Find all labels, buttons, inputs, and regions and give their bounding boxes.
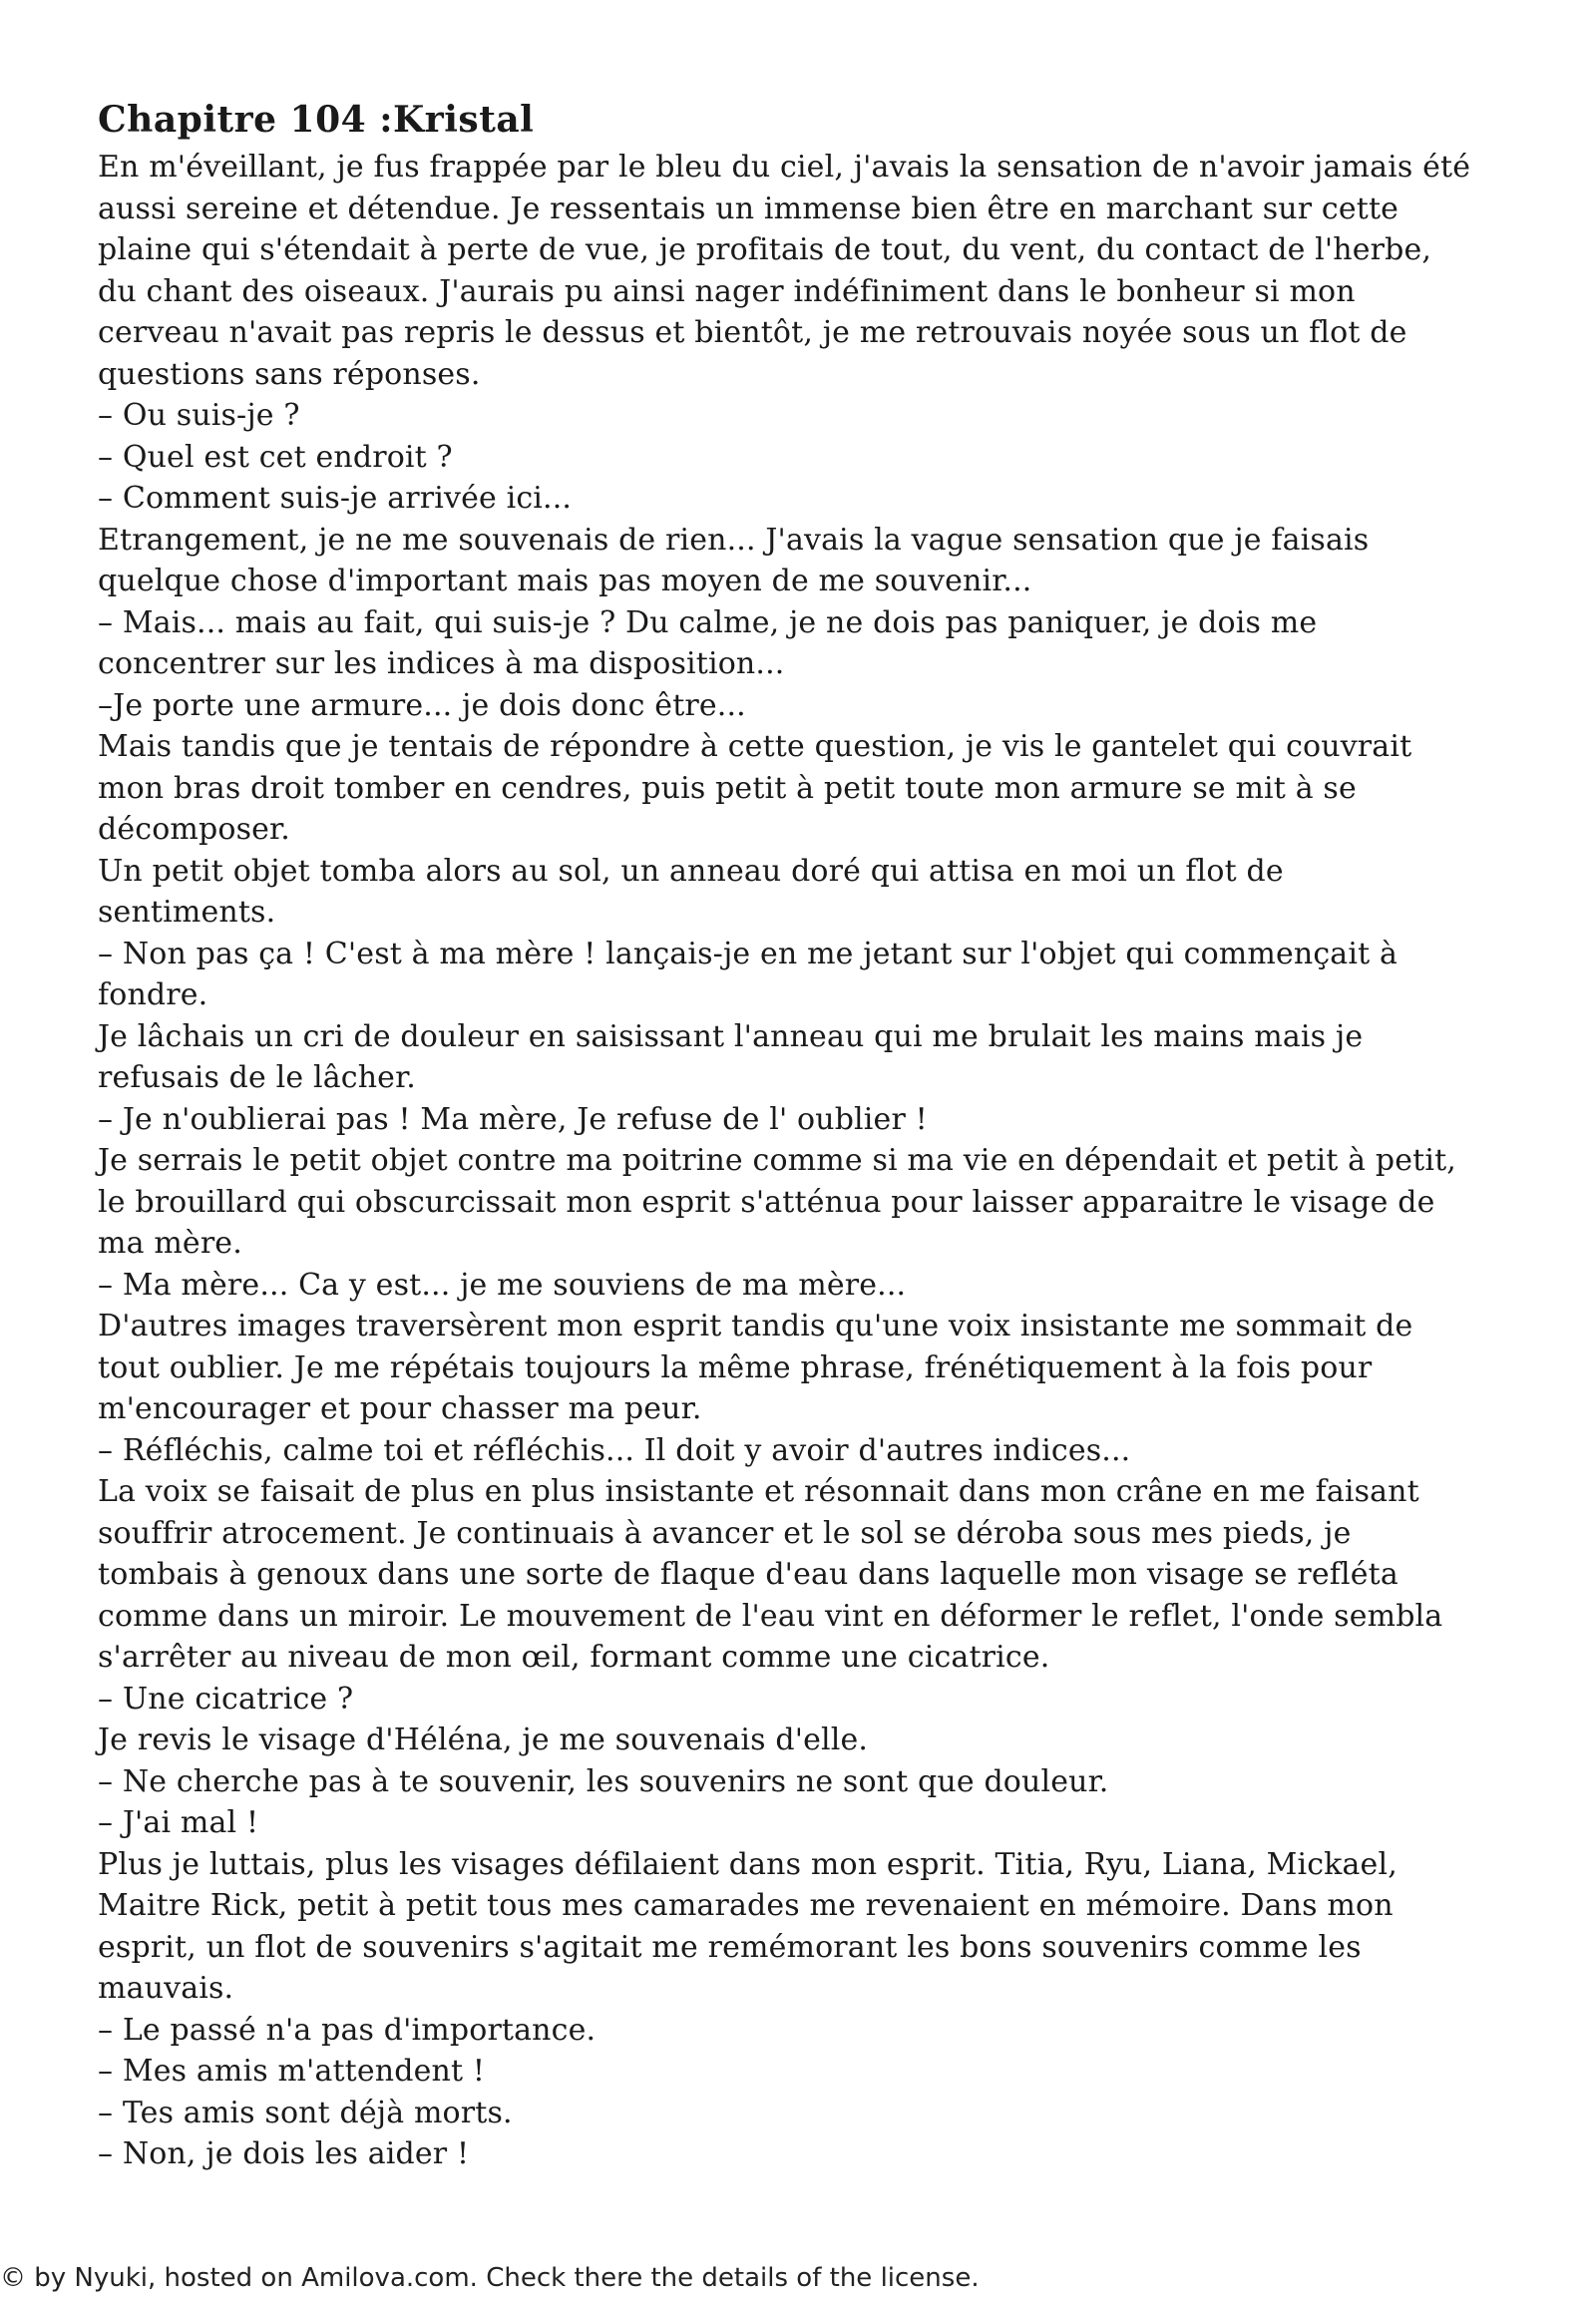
chapter-body [98, 147, 1534, 2175]
text-line: – Quel est cet endroit ? [98, 439, 453, 475]
text-line: – Le passé n'a pas d'importance. [98, 2012, 597, 2048]
text-line: – Réfléchis, calme toi et réfléchis... Il doit y avoir d'autres indices... [98, 1432, 1131, 1468]
text-line: tombais à genoux dans une sorte de flaque d'eau dans laquelle mon visage se refléta [98, 1557, 1398, 1592]
text-line: – Tes amis sont déjà morts. [98, 2095, 513, 2130]
text-line: m'encourager et pour chasser ma peur. [98, 1391, 702, 1426]
text-line: D'autres images traversèrent mon esprit tandis qu'une voix insistante me sommait de [98, 1309, 1413, 1343]
license-footer: © by Nyuki, hosted on Amilova.com. Check there the details of the license. [0, 2263, 980, 2293]
text-line: le brouillard qui obscurcissait mon esprit s'atténua pour laisser apparaitre le visage de [98, 1184, 1435, 1220]
text-line: Mais tandis que je tentais de répondre à cette question, je vis le gantelet qui couvrait [98, 729, 1412, 764]
text-line: souffrir atrocement. Je continuais à avancer et le sol se déroba sous mes pieds, je [98, 1515, 1352, 1551]
chapter-title: Chapitre 104 :Kristal [98, 99, 535, 141]
text-line: – Mais... mais au fait, qui suis-je ? Du calme, je ne dois pas paniquer, je dois me [98, 604, 1318, 640]
text-line: Etrangement, je ne me souvenais de rien... J'avais la vague sensation que je faisais [98, 522, 1370, 558]
text-line: – J'ai mal ! [98, 1805, 259, 1840]
text-line: Un petit objet tomba alors au sol, un anneau doré qui attisa en moi un flot de [98, 853, 1284, 889]
text-line: refusais de le lâcher. [98, 1060, 416, 1095]
text-line: questions sans réponses. [98, 356, 481, 392]
text-line: – Je n'oublierai pas ! Ma mère, Je refuse de l' oublier ! [98, 1101, 928, 1137]
text-line: –Je porte une armure... je dois donc être... [98, 687, 746, 723]
text-line: – Non, je dois les aider ! [98, 2136, 470, 2171]
text-line: mauvais. [98, 1971, 234, 2006]
text-line: – Ma mère... Ca y est... je me souviens de ma mère... [98, 1267, 907, 1303]
text-line: aussi sereine et détendue. Je ressentais un immense bien être en marchant sur cette [98, 191, 1399, 226]
text-line: décomposer. [98, 812, 290, 847]
text-line: En m'éveillant, je fus frappée par le bleu du ciel, j'avais la sensation de n'avoir jamais été [98, 150, 1471, 185]
text-line: – Non pas ça ! C'est à ma mère ! lançais-je en me jetant sur l'objet qui commençait à [98, 936, 1398, 971]
text-line: Je lâchais un cri de douleur en saisissant l'anneau qui me brulait les mains mais je [98, 1018, 1364, 1054]
text-line: Plus je luttais, plus les visages défilaient dans mon esprit. Titia, Ryu, Liana, Mickael, [98, 1846, 1397, 1882]
text-line: – Mes amis m'attendent ! [98, 2054, 486, 2089]
document-page [98, 95, 1534, 2175]
text-line: Je serrais le petit objet contre ma poitrine comme si ma vie en dépendait et petit à petit, [98, 1143, 1456, 1178]
text-line: – Ou suis-je ? [98, 398, 300, 433]
text-line: du chant des oiseaux. J'aurais pu ainsi nager indéfiniment dans le bonheur si mon [98, 273, 1356, 309]
text-line: esprit, un flot de souvenirs s'agitait me remémorant les bons souvenirs comme les [98, 1929, 1362, 1965]
text-line: cerveau n'avait pas repris le dessus et bientôt, je me retrouvais noyée sous un flot de [98, 315, 1407, 350]
text-line: tout oublier. Je me répétais toujours la même phrase, frénétiquement à la fois pour [98, 1349, 1373, 1385]
text-line: comme dans un miroir. Le mouvement de l'eau vint en déformer le reflet, l'onde sembla [98, 1598, 1443, 1634]
text-line: – Une cicatrice ? [98, 1681, 354, 1717]
text-line: – Comment suis-je arrivée ici... [98, 481, 573, 516]
text-line: s'arrêter au niveau de mon œil, formant comme une cicatrice. [98, 1640, 1050, 1675]
text-line: fondre. [98, 977, 208, 1012]
text-line: Je revis le visage d'Héléna, je me souvenais d'elle. [98, 1723, 869, 1757]
text-line: Maitre Rick, petit à petit tous mes camarades me revenaient en mémoire. Dans mon [98, 1888, 1394, 1923]
text-line: – Ne cherche pas à te souvenir, les souvenirs ne sont que douleur. [98, 1763, 1109, 1799]
text-line: ma mère. [98, 1226, 242, 1261]
text-line: sentiments. [98, 895, 276, 930]
text-line: mon bras droit tomber en cendres, puis petit à petit toute mon armure se mit à se [98, 770, 1357, 806]
text-line: quelque chose d'important mais pas moyen de me souvenir... [98, 564, 1032, 598]
text-line: concentrer sur les indices à ma disposition... [98, 646, 785, 681]
text-line: La voix se faisait de plus en plus insistante et résonnait dans mon crâne en me faisant [98, 1474, 1419, 1509]
text-line: plaine qui s'étendait à perte de vue, je profitais de tout, du vent, du contact de l'herbe, [98, 232, 1432, 267]
